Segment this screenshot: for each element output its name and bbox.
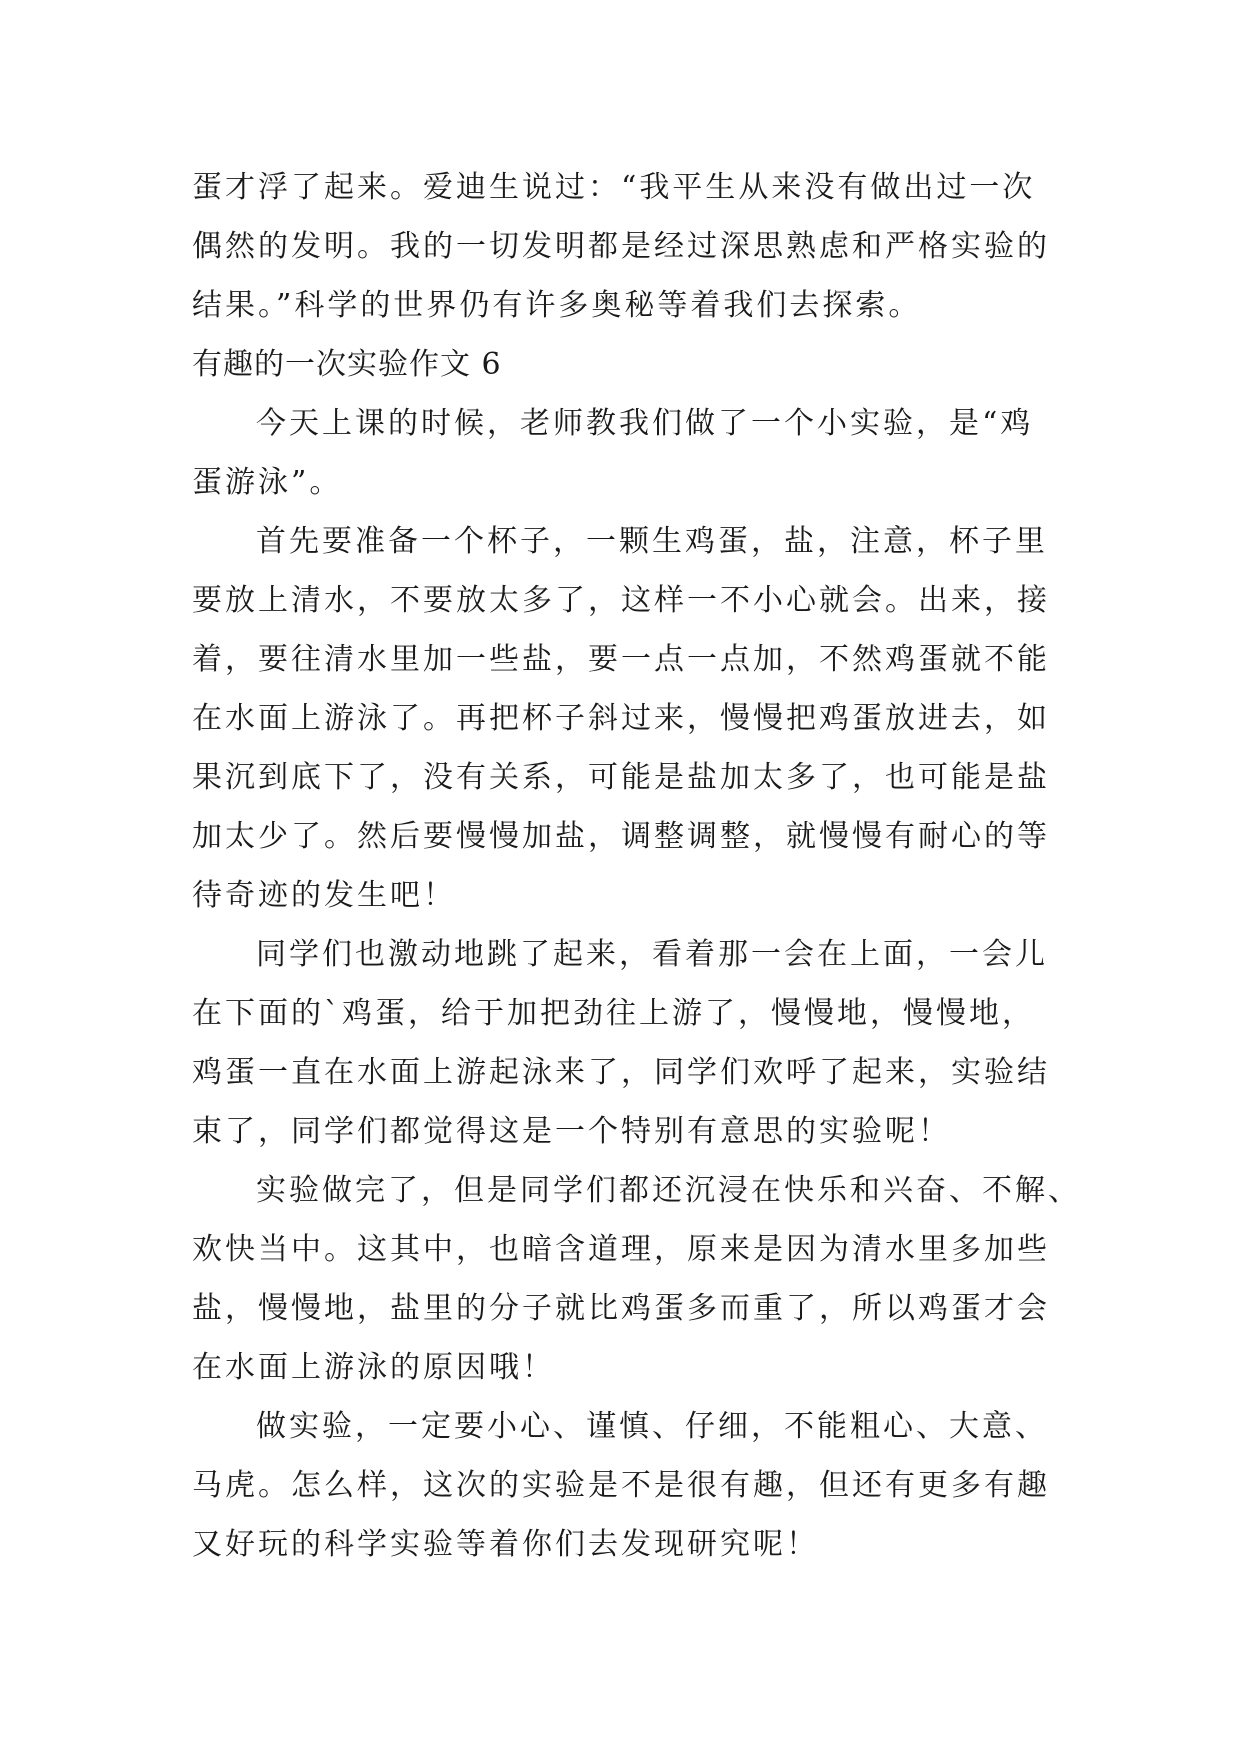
text-line: 要放上清水，不要放太多了，这样一不小心就会。出来，接: [192, 583, 1050, 618]
paragraph-first-line: 今天上课的时候，老师教我们做了一个小实验，是“鸡: [256, 406, 1034, 441]
text-line: 果沉到底下了，没有关系，可能是盐加太多了，也可能是盐: [192, 760, 1050, 795]
text-line: 鸡蛋一直在水面上游起泳来了，同学们欢呼了起来，实验结: [192, 1055, 1050, 1090]
text-line: 在水面上游泳的原因哦！: [192, 1350, 555, 1385]
text-line: 着，要往清水里加一些盐，要一点一点加，不然鸡蛋就不能: [192, 642, 1050, 677]
paragraph-first-line: 实验做完了，但是同学们都还沉浸在快乐和兴奋、不解、: [256, 1173, 1081, 1208]
text-line: 结果。”科学的世界仍有许多奥秘等着我们去探索。: [192, 288, 922, 323]
text-line: 偶然的发明。我的一切发明都是经过深思熟虑和严格实验的: [192, 229, 1050, 264]
text-line: 束了，同学们都觉得这是一个特别有意思的实验呢！: [192, 1114, 951, 1149]
paragraph-first-line: 同学们也激动地跳了起来，看着那一会在上面，一会儿: [256, 937, 1048, 972]
paragraph-first-line: 首先要准备一个杯子，一颗生鸡蛋，盐，注意，杯子里: [256, 524, 1048, 559]
text-line: 蛋游泳”。: [192, 465, 343, 500]
text-line: 又好玩的科学实验等着你们去发现研究呢！: [192, 1527, 819, 1562]
text-line: 马虎。怎么样，这次的实验是不是很有趣，但还有更多有趣: [192, 1468, 1050, 1503]
text-line: 在下面的`鸡蛋，给于加把劲往上游了，慢慢地，慢慢地，: [192, 996, 1035, 1031]
paragraph-first-line: 做实验，一定要小心、谨慎、仔细，不能粗心、大意、: [256, 1409, 1048, 1444]
text-line: 加太少了。然后要慢慢加盐，调整调整，就慢慢有耐心的等: [192, 819, 1050, 854]
text-line: 在水面上游泳了。再把杯子斜过来，慢慢把鸡蛋放进去，如: [192, 701, 1050, 736]
text-line: 蛋才浮了起来。爱迪生说过：“我平生从来没有做出过一次: [192, 170, 1036, 205]
document-body: [192, 158, 1081, 1574]
text-line: 欢快当中。这其中，也暗含道理，原来是因为清水里多加些: [192, 1232, 1050, 1267]
text-line: 盐，慢慢地，盐里的分子就比鸡蛋多而重了，所以鸡蛋才会: [192, 1291, 1050, 1326]
section-title: 有趣的一次实验作文 6: [192, 347, 502, 382]
text-line: 待奇迹的发生吧！: [192, 878, 456, 913]
